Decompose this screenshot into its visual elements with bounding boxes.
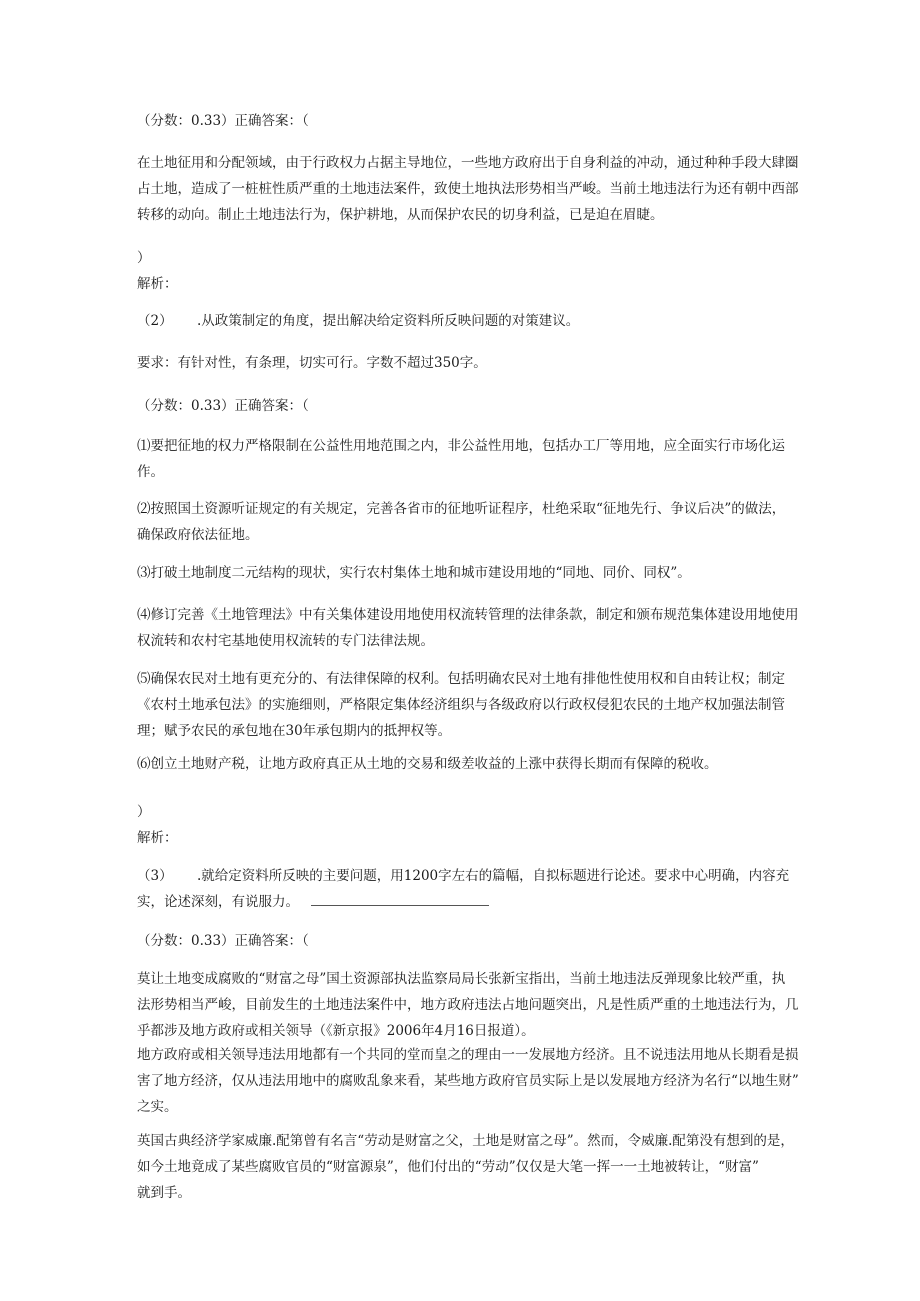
s2-requirement: 要求：有针对性，有条理，切实可行。字数不超过350字。 <box>137 355 487 371</box>
s2-item-1: ⑴要把征地的权力严格限制在公益性用地范围之内，非公益性用地，包括办工厂等用地，应全面实行市场化运 作。 <box>137 438 785 480</box>
s2-item-3: ⑶打破土地制度二元结构的现状，实行农村集体土地和城市建设用地的“同地、同价、同权”。 <box>137 565 691 581</box>
s2-analysis-label: 解析： <box>137 830 178 846</box>
s2-question-number: （2） <box>137 313 173 329</box>
answer-blank-line[interactable] <box>311 891 489 906</box>
s1-analysis-label: 解析： <box>137 276 178 292</box>
s3-question-text: .就给定资料所反映的主要问题，用1200字左右的篇幅，自拟标题进行论述。要求中心明确，内容充 <box>197 868 790 884</box>
s2-closing: ） 解析： <box>137 799 787 851</box>
s3-score-answer: （分数：0.33）正确答案：（ <box>137 933 309 949</box>
s3-question: （3） .就给定资料所反映的主要问题，用1200字左右的篇幅，自拟标题进行论述。要求中心明确，内容充 实，论述深刻，有说服力。 <box>137 863 787 915</box>
s1-answer-paragraph: 在土地征用和分配领域，由于行政权力占据主导地位，一些地方政府出于自身利益的冲动，通过种种手段大肆圈 占土地，造成了一桩桩性质严重的土地违法案件，致使土地执法形势相当严峻。当前土地违法行为还有朝中西部 转移的动向。制止土地违法行为，保护耕地，从而保护农民的切身利益，已是迫在眉睫。 <box>137 155 799 223</box>
s2-item-2: ⑵按照国土资源听证规定的有关规定，完善各省市的征地听证程序，杜绝采取“征地先行、争议后决”的做法， 确保政府依法征地。 <box>137 501 786 543</box>
s1-score-answer: （分数：0.33）正确答案：（ <box>137 113 309 129</box>
s3-paragraph-2: 地方政府或相关领导违法用地都有一个共同的堂而皇之的理由一一发展地方经济。且不说违法用地从长期看是损 害了地方经济，仅从违法用地中的腐败乱象来看，某些地方政府官员实际上是以发展地方经济为名行“以地生财” 之实。 <box>137 1047 799 1115</box>
s3-paragraph-3: 英国古典经济学家威廉.配第曾有名言“劳动是财富之父，土地是财富之母”。然而，令威廉.配第没有想到的是， 如今土地竟成了某些腐败官员的“财富源泉”，他们付出的“劳动”仅仅是大笔一挥一一土地被转让，“财富” 就到手。 <box>137 1133 794 1201</box>
s2-question <box>137 308 787 334</box>
s3-paragraph-1: 莫让土地变成腐败的“财富之母”国土资源部执法监察局局长张新宝指出，当前土地违法反弹现象比较严重，执 法形势相当严峻，目前发生的土地违法案件中，地方政府违法占地问题突出，凡是性质严重的土地违法行为，几 乎都涉及地方政府或相关领导（《新京报》2006年4月16日报道）。 <box>137 971 799 1039</box>
s2-question-text: .从政策制定的角度，提出解决给定资料所反映问题的对策建议。 <box>197 313 580 329</box>
s3-question-number: （3） <box>137 868 173 884</box>
s2-item-5: ⑸确保农民对土地有更充分的、有法律保障的权利。包括明确农民对土地有排他性使用权和自由转让权；制定 《农村土地承包法》的实施细则，严格限定集体经济组织与各级政府以行政权侵犯农民的土地产权加强法制管 理；赋予农民的承包地在30年承包期内的抵押权等。 <box>137 671 785 739</box>
s2-item-4: ⑷修订完善《土地管理法》中有关集体建设用地使用权流转管理的法律条款，制定和颁布规范集体建设用地使用 权流转和农村宅基地使用权流转的专门法律法规。 <box>137 607 799 649</box>
s1-closing: ） 解析： <box>137 245 787 297</box>
s2-score-answer: （分数：0.33）正确答案：（ <box>137 398 309 414</box>
s2-item-6: ⑹创立土地财产税，让地方政府真正从土地的交易和级差收益的上涨中获得长期而有保障的税收。 <box>137 756 718 772</box>
